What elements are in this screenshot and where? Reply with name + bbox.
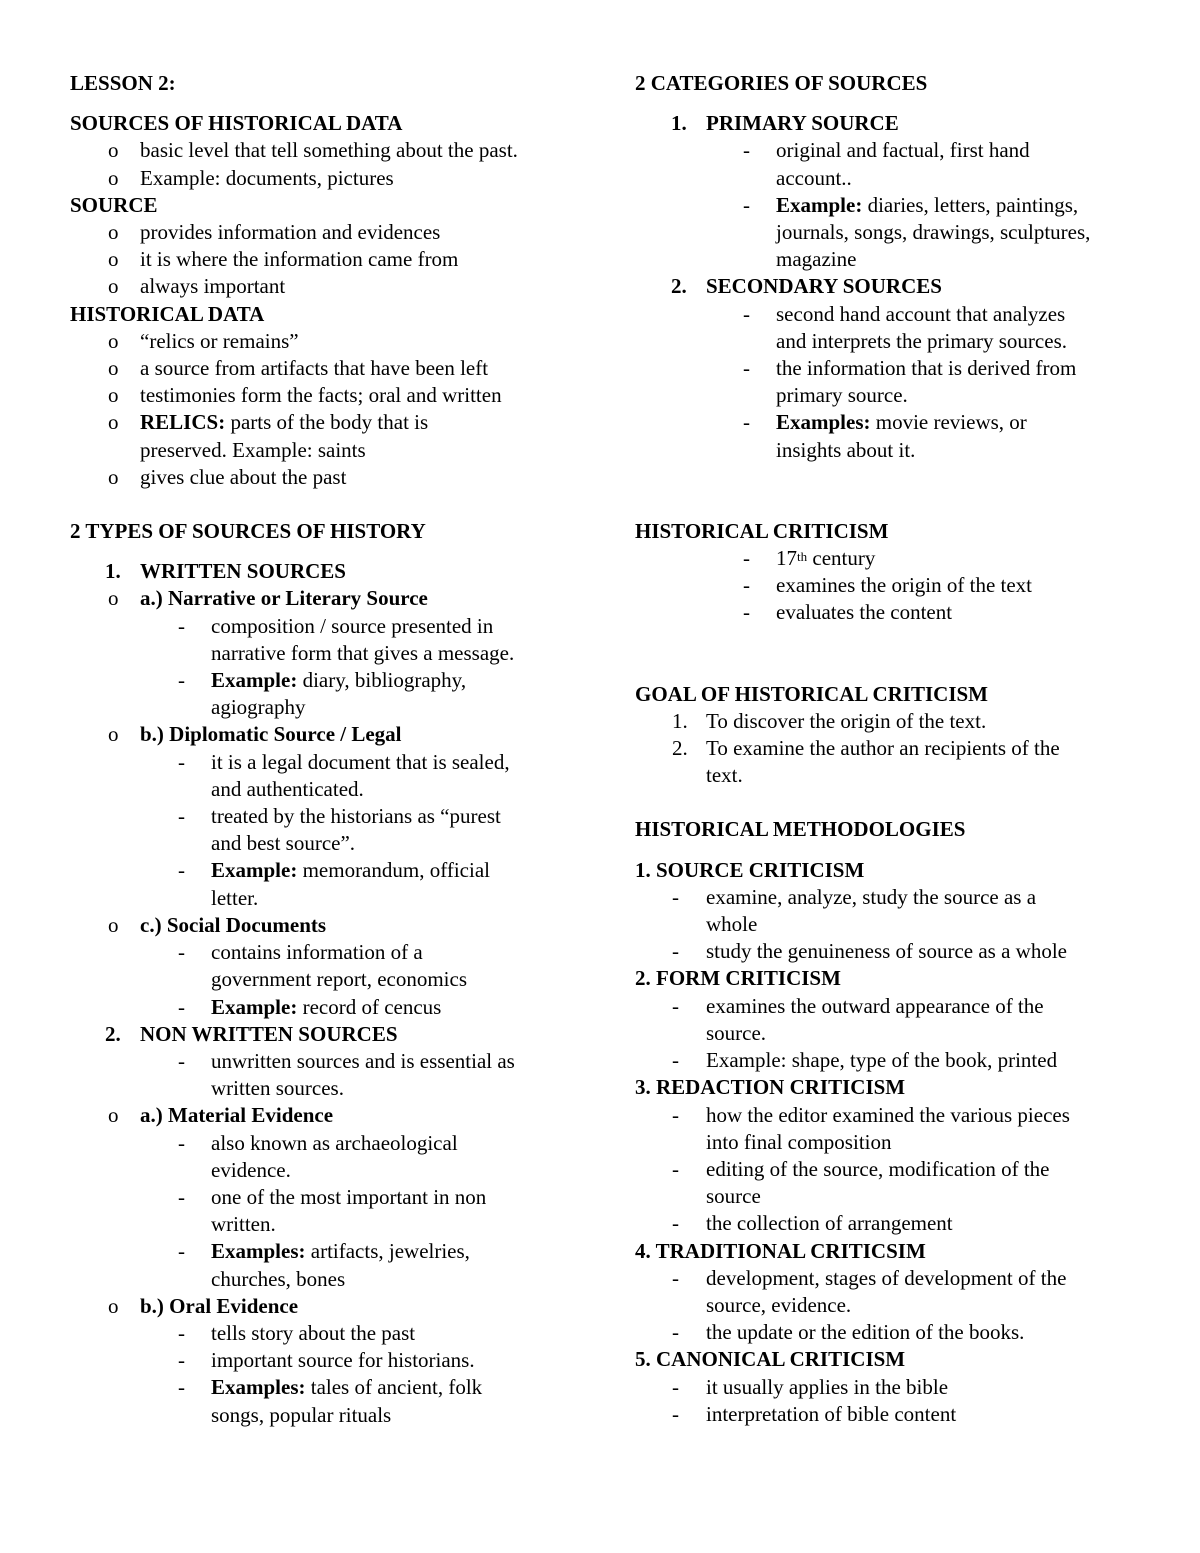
dash-bullet: -	[672, 1401, 679, 1426]
dash-item	[635, 137, 1140, 164]
bullet-item	[70, 464, 590, 491]
list-number: 2.	[671, 274, 687, 299]
item-text: examines the outward appearance of the	[706, 993, 1044, 1018]
item-text: To examine the author an recipients of the	[706, 736, 1060, 761]
dash-continuation	[635, 165, 1140, 192]
item-text: the collection of arrangement	[706, 1211, 953, 1236]
list-number: 1.	[672, 708, 688, 733]
dash-item	[635, 1047, 1140, 1074]
dash-bullet: -	[178, 994, 185, 1019]
item-text: source, evidence.	[706, 1292, 852, 1317]
circle-bullet: o	[108, 722, 119, 747]
item-text: “relics or remains”	[140, 328, 299, 353]
item-text: diaries, letters, paintings,	[862, 192, 1079, 217]
dash-item	[635, 884, 1140, 911]
bullet-item	[70, 246, 590, 273]
item-text: memorandum, official	[297, 858, 490, 883]
dash-item	[635, 993, 1140, 1020]
dash-bullet: -	[178, 1348, 185, 1373]
secondary-sources-heading	[635, 273, 1140, 300]
dash-continuation	[70, 640, 590, 667]
dash-bullet: -	[178, 940, 185, 965]
item-text: artifacts, jewelries,	[305, 1239, 470, 1264]
item-text: WRITTEN SOURCES	[140, 559, 346, 584]
dash-bullet: -	[178, 804, 185, 829]
dash-item	[635, 599, 1140, 626]
bullet-item	[70, 409, 590, 436]
item-text: insights about it.	[776, 437, 916, 462]
ordinal-suffix: th	[797, 549, 808, 565]
item-text: also known as archaeological	[211, 1130, 458, 1155]
dash-continuation	[70, 1075, 590, 1102]
circle-bullet: o	[108, 586, 119, 611]
item-text: record of cencus	[297, 994, 442, 1019]
dash-item	[635, 938, 1140, 965]
bullet-item	[70, 165, 590, 192]
dash-bullet: -	[178, 1320, 185, 1345]
categories-heading: 2 CATEGORIES OF SOURCES	[635, 71, 928, 95]
dash-continuation	[635, 246, 1140, 273]
bullet-item	[70, 273, 590, 300]
item-text: PRIMARY SOURCE	[706, 111, 899, 136]
item-text: b.) Diplomatic Source / Legal	[140, 722, 402, 747]
dash-bullet: -	[178, 749, 185, 774]
item-text: government report, economics	[211, 967, 467, 992]
dash-item	[70, 749, 590, 776]
dash-continuation	[70, 830, 590, 857]
item-text: SECONDARY SOURCES	[706, 274, 942, 299]
non-written-sources-heading	[70, 1021, 590, 1048]
circle-bullet: o	[108, 1293, 119, 1318]
item-text: provides information and evidences	[140, 220, 441, 245]
dash-bullet: -	[672, 1102, 679, 1127]
dash-item	[70, 1374, 590, 1401]
item-text: journals, songs, drawings, sculptures,	[776, 220, 1091, 245]
item-text: basic level that tell something about the past.	[140, 138, 518, 163]
circle-bullet: o	[108, 220, 119, 245]
item-text: and authenticated.	[211, 776, 364, 801]
list-number: 1.	[105, 559, 121, 584]
item-text: editing of the source, modification of the	[706, 1156, 1050, 1181]
dash-item	[635, 545, 1140, 572]
dash-continuation	[635, 1020, 1140, 1047]
item-text: contains information of a	[211, 940, 423, 965]
left-column	[70, 70, 590, 1429]
item-text: one of the most important in non	[211, 1184, 487, 1209]
dash-item	[70, 1048, 590, 1075]
dash-bullet: -	[672, 1374, 679, 1399]
source-heading: SOURCE	[70, 192, 158, 217]
item-text: To discover the origin of the text.	[706, 708, 987, 733]
item-text: a source from artifacts that have been left	[140, 356, 489, 381]
example-label: Examples:	[211, 1239, 306, 1264]
list-number: 2.	[672, 736, 688, 761]
historical-criticism-heading: HISTORICAL CRITICISM	[635, 518, 889, 543]
narrative-heading	[70, 585, 590, 612]
traditional-criticism-heading: 4. TRADITIONAL CRITICSIM	[635, 1238, 926, 1263]
dash-continuation	[70, 1266, 590, 1293]
item-text: original and factual, first hand	[776, 138, 1030, 163]
bullet-item	[70, 355, 590, 382]
dash-bullet: -	[178, 1184, 185, 1209]
dash-item	[70, 803, 590, 830]
methodologies-heading: HISTORICAL METHODOLOGIES	[635, 817, 966, 842]
bullet-item	[70, 219, 590, 246]
dash-item	[635, 1319, 1140, 1346]
dash-continuation	[70, 1211, 590, 1238]
dash-bullet: -	[743, 192, 750, 217]
item-text: it usually applies in the bible	[706, 1374, 949, 1399]
circle-bullet: o	[108, 247, 119, 272]
dash-continuation	[635, 1129, 1140, 1156]
dash-item	[70, 1320, 590, 1347]
social-heading	[70, 912, 590, 939]
item-text: examines the origin of the text	[776, 573, 1033, 598]
dash-continuation	[70, 1402, 590, 1429]
dash-bullet: -	[672, 884, 679, 909]
goal-heading: GOAL OF HISTORICAL CRITICISM	[635, 681, 989, 706]
item-text: examine, analyze, study the source as a	[706, 884, 1037, 909]
dash-bullet: -	[672, 1211, 679, 1236]
dash-bullet: -	[743, 410, 750, 435]
dash-continuation	[635, 382, 1140, 409]
oral-heading	[70, 1293, 590, 1320]
dash-continuation	[635, 219, 1140, 246]
dash-bullet: -	[743, 138, 750, 163]
dash-bullet: -	[672, 1048, 679, 1073]
example-label: Example:	[776, 192, 863, 217]
dash-bullet: -	[178, 1239, 185, 1264]
item-text: it is a legal document that is sealed,	[211, 749, 510, 774]
item-text: development, stages of development of the	[706, 1265, 1067, 1290]
circle-bullet: o	[108, 383, 119, 408]
numbered-continuation	[635, 762, 1140, 789]
source-criticism-heading: 1. SOURCE CRITICISM	[635, 857, 865, 882]
item-text: a.) Narrative or Literary Source	[140, 586, 428, 611]
item-text: treated by the historians as “purest	[211, 804, 501, 829]
dash-item	[635, 1265, 1140, 1292]
list-number: 1.	[671, 111, 687, 136]
dash-item	[635, 1374, 1140, 1401]
dash-continuation	[635, 437, 1140, 464]
item-text: unwritten sources and is essential as	[211, 1048, 515, 1073]
dash-item	[635, 192, 1140, 219]
circle-bullet: o	[108, 165, 119, 190]
primary-source-heading	[635, 110, 1140, 137]
item-text: songs, popular rituals	[211, 1402, 392, 1427]
item-text: interpretation of bible content	[706, 1401, 957, 1426]
dash-item	[70, 613, 590, 640]
dash-bullet: -	[743, 301, 750, 326]
item-text: written.	[211, 1212, 276, 1237]
example-label: Example:	[211, 668, 298, 693]
item-text: written sources.	[211, 1076, 344, 1101]
numbered-item	[635, 708, 1140, 735]
dash-continuation	[635, 911, 1140, 938]
century-number: 17	[776, 546, 797, 571]
item-text: churches, bones	[211, 1266, 346, 1291]
item-text: whole	[706, 912, 758, 937]
right-column	[635, 70, 1140, 1428]
item-text: parts of the body that is	[225, 410, 429, 435]
item-text: primary source.	[776, 383, 908, 408]
dash-item	[635, 409, 1140, 436]
form-criticism-heading: 2. FORM CRITICISM	[635, 966, 841, 991]
dash-continuation	[70, 694, 590, 721]
item-text: evidence.	[211, 1157, 291, 1182]
dash-bullet: -	[178, 1130, 185, 1155]
dash-item	[635, 572, 1140, 599]
dash-item	[635, 1401, 1140, 1428]
item-text: second hand account that analyzes	[776, 301, 1066, 326]
item-text: gives clue about the past	[140, 464, 347, 489]
dash-bullet: -	[672, 1156, 679, 1181]
item-text: important source for historians.	[211, 1348, 475, 1373]
item-text: evaluates the content	[776, 600, 953, 625]
types-heading: 2 TYPES OF SOURCES OF HISTORY	[70, 519, 426, 544]
example-label: Example:	[211, 994, 298, 1019]
item-text: the update or the edition of the books.	[706, 1320, 1025, 1345]
item-text: NON WRITTEN SOURCES	[140, 1021, 398, 1046]
item-text: it is where the information came from	[140, 247, 459, 272]
dash-bullet: -	[178, 1375, 185, 1400]
item-text: study the genuineness of source as a whole	[706, 939, 1067, 964]
canonical-criticism-heading: 5. CANONICAL CRITICISM	[635, 1347, 906, 1372]
dash-item	[70, 1238, 590, 1265]
sources-heading: SOURCES OF HISTORICAL DATA	[70, 111, 403, 136]
circle-bullet: o	[108, 410, 119, 435]
item-text: into final composition	[706, 1129, 892, 1154]
item-text: magazine	[776, 247, 857, 272]
dash-continuation	[70, 776, 590, 803]
item-text: century	[807, 546, 876, 571]
dash-bullet: -	[672, 993, 679, 1018]
item-text: composition / source presented in	[211, 613, 494, 638]
dash-item	[70, 857, 590, 884]
item-text: source.	[706, 1020, 767, 1045]
dash-continuation	[70, 966, 590, 993]
circle-bullet: o	[108, 1103, 119, 1128]
relics-label: RELICS:	[140, 410, 226, 435]
bullet-continuation	[70, 437, 590, 464]
item-text: the information that is derived from	[776, 356, 1077, 381]
dash-continuation	[70, 1157, 590, 1184]
dash-bullet: -	[672, 1265, 679, 1290]
lesson-heading: LESSON 2:	[70, 71, 176, 95]
item-text: tales of ancient, folk	[305, 1375, 483, 1400]
item-text: letter.	[211, 885, 259, 910]
item-text: account..	[776, 165, 852, 190]
item-text: tells story about the past	[211, 1320, 416, 1345]
item-text: movie reviews, or	[870, 410, 1027, 435]
item-text: text.	[706, 763, 743, 788]
dash-item	[70, 994, 590, 1021]
circle-bullet: o	[108, 274, 119, 299]
circle-bullet: o	[108, 138, 119, 163]
dash-bullet: -	[743, 356, 750, 381]
written-sources-heading	[70, 558, 590, 585]
bullet-item	[70, 328, 590, 355]
bullet-item	[70, 137, 590, 164]
dash-continuation	[635, 1183, 1140, 1210]
dash-item	[635, 355, 1140, 382]
item-text: diary, bibliography,	[297, 668, 467, 693]
item-text: Example: documents, pictures	[140, 165, 394, 190]
example-label: Examples:	[776, 410, 871, 435]
dash-bullet: -	[178, 858, 185, 883]
dash-item	[70, 1130, 590, 1157]
dash-item	[70, 667, 590, 694]
example-label: Examples:	[211, 1375, 306, 1400]
item-text: and best source”.	[211, 831, 356, 856]
dash-bullet: -	[178, 613, 185, 638]
list-number: 2.	[105, 1021, 121, 1046]
circle-bullet: o	[108, 356, 119, 381]
item-text: source	[706, 1184, 761, 1209]
item-text: preserved. Example: saints	[140, 437, 366, 462]
diplomatic-heading	[70, 721, 590, 748]
dash-continuation	[635, 328, 1140, 355]
dash-bullet: -	[743, 546, 750, 571]
dash-bullet: -	[743, 573, 750, 598]
dash-continuation	[70, 885, 590, 912]
dash-bullet: -	[672, 1320, 679, 1345]
dash-continuation	[635, 1292, 1140, 1319]
dash-bullet: -	[743, 600, 750, 625]
dash-item	[70, 939, 590, 966]
dash-item	[70, 1347, 590, 1374]
circle-bullet: o	[108, 464, 119, 489]
item-text: c.) Social Documents	[140, 912, 327, 937]
numbered-item	[635, 735, 1140, 762]
material-heading	[70, 1102, 590, 1129]
redaction-criticism-heading: 3. REDACTION CRITICISM	[635, 1075, 906, 1100]
example-label: Example:	[211, 858, 298, 883]
dash-item	[635, 1102, 1140, 1129]
historical-data-heading: HISTORICAL DATA	[70, 301, 265, 326]
dash-item	[635, 1156, 1140, 1183]
item-text: testimonies form the facts; oral and written	[140, 383, 502, 408]
item-text: a.) Material Evidence	[140, 1103, 334, 1128]
item-text: Example: shape, type of the book, printed	[706, 1048, 1058, 1073]
item-text: agiography	[211, 695, 306, 720]
dash-bullet: -	[178, 668, 185, 693]
item-text: always important	[140, 274, 286, 299]
item-text: b.) Oral Evidence	[140, 1293, 299, 1318]
dash-bullet: -	[178, 1048, 185, 1073]
dash-item	[70, 1184, 590, 1211]
dash-item	[635, 1210, 1140, 1237]
item-text: and interprets the primary sources.	[776, 328, 1067, 353]
item-text: narrative form that gives a message.	[211, 640, 515, 665]
circle-bullet: o	[108, 912, 119, 937]
bullet-item	[70, 382, 590, 409]
dash-item	[635, 301, 1140, 328]
dash-bullet: -	[672, 939, 679, 964]
circle-bullet: o	[108, 328, 119, 353]
item-text: how the editor examined the various pieces	[706, 1102, 1070, 1127]
